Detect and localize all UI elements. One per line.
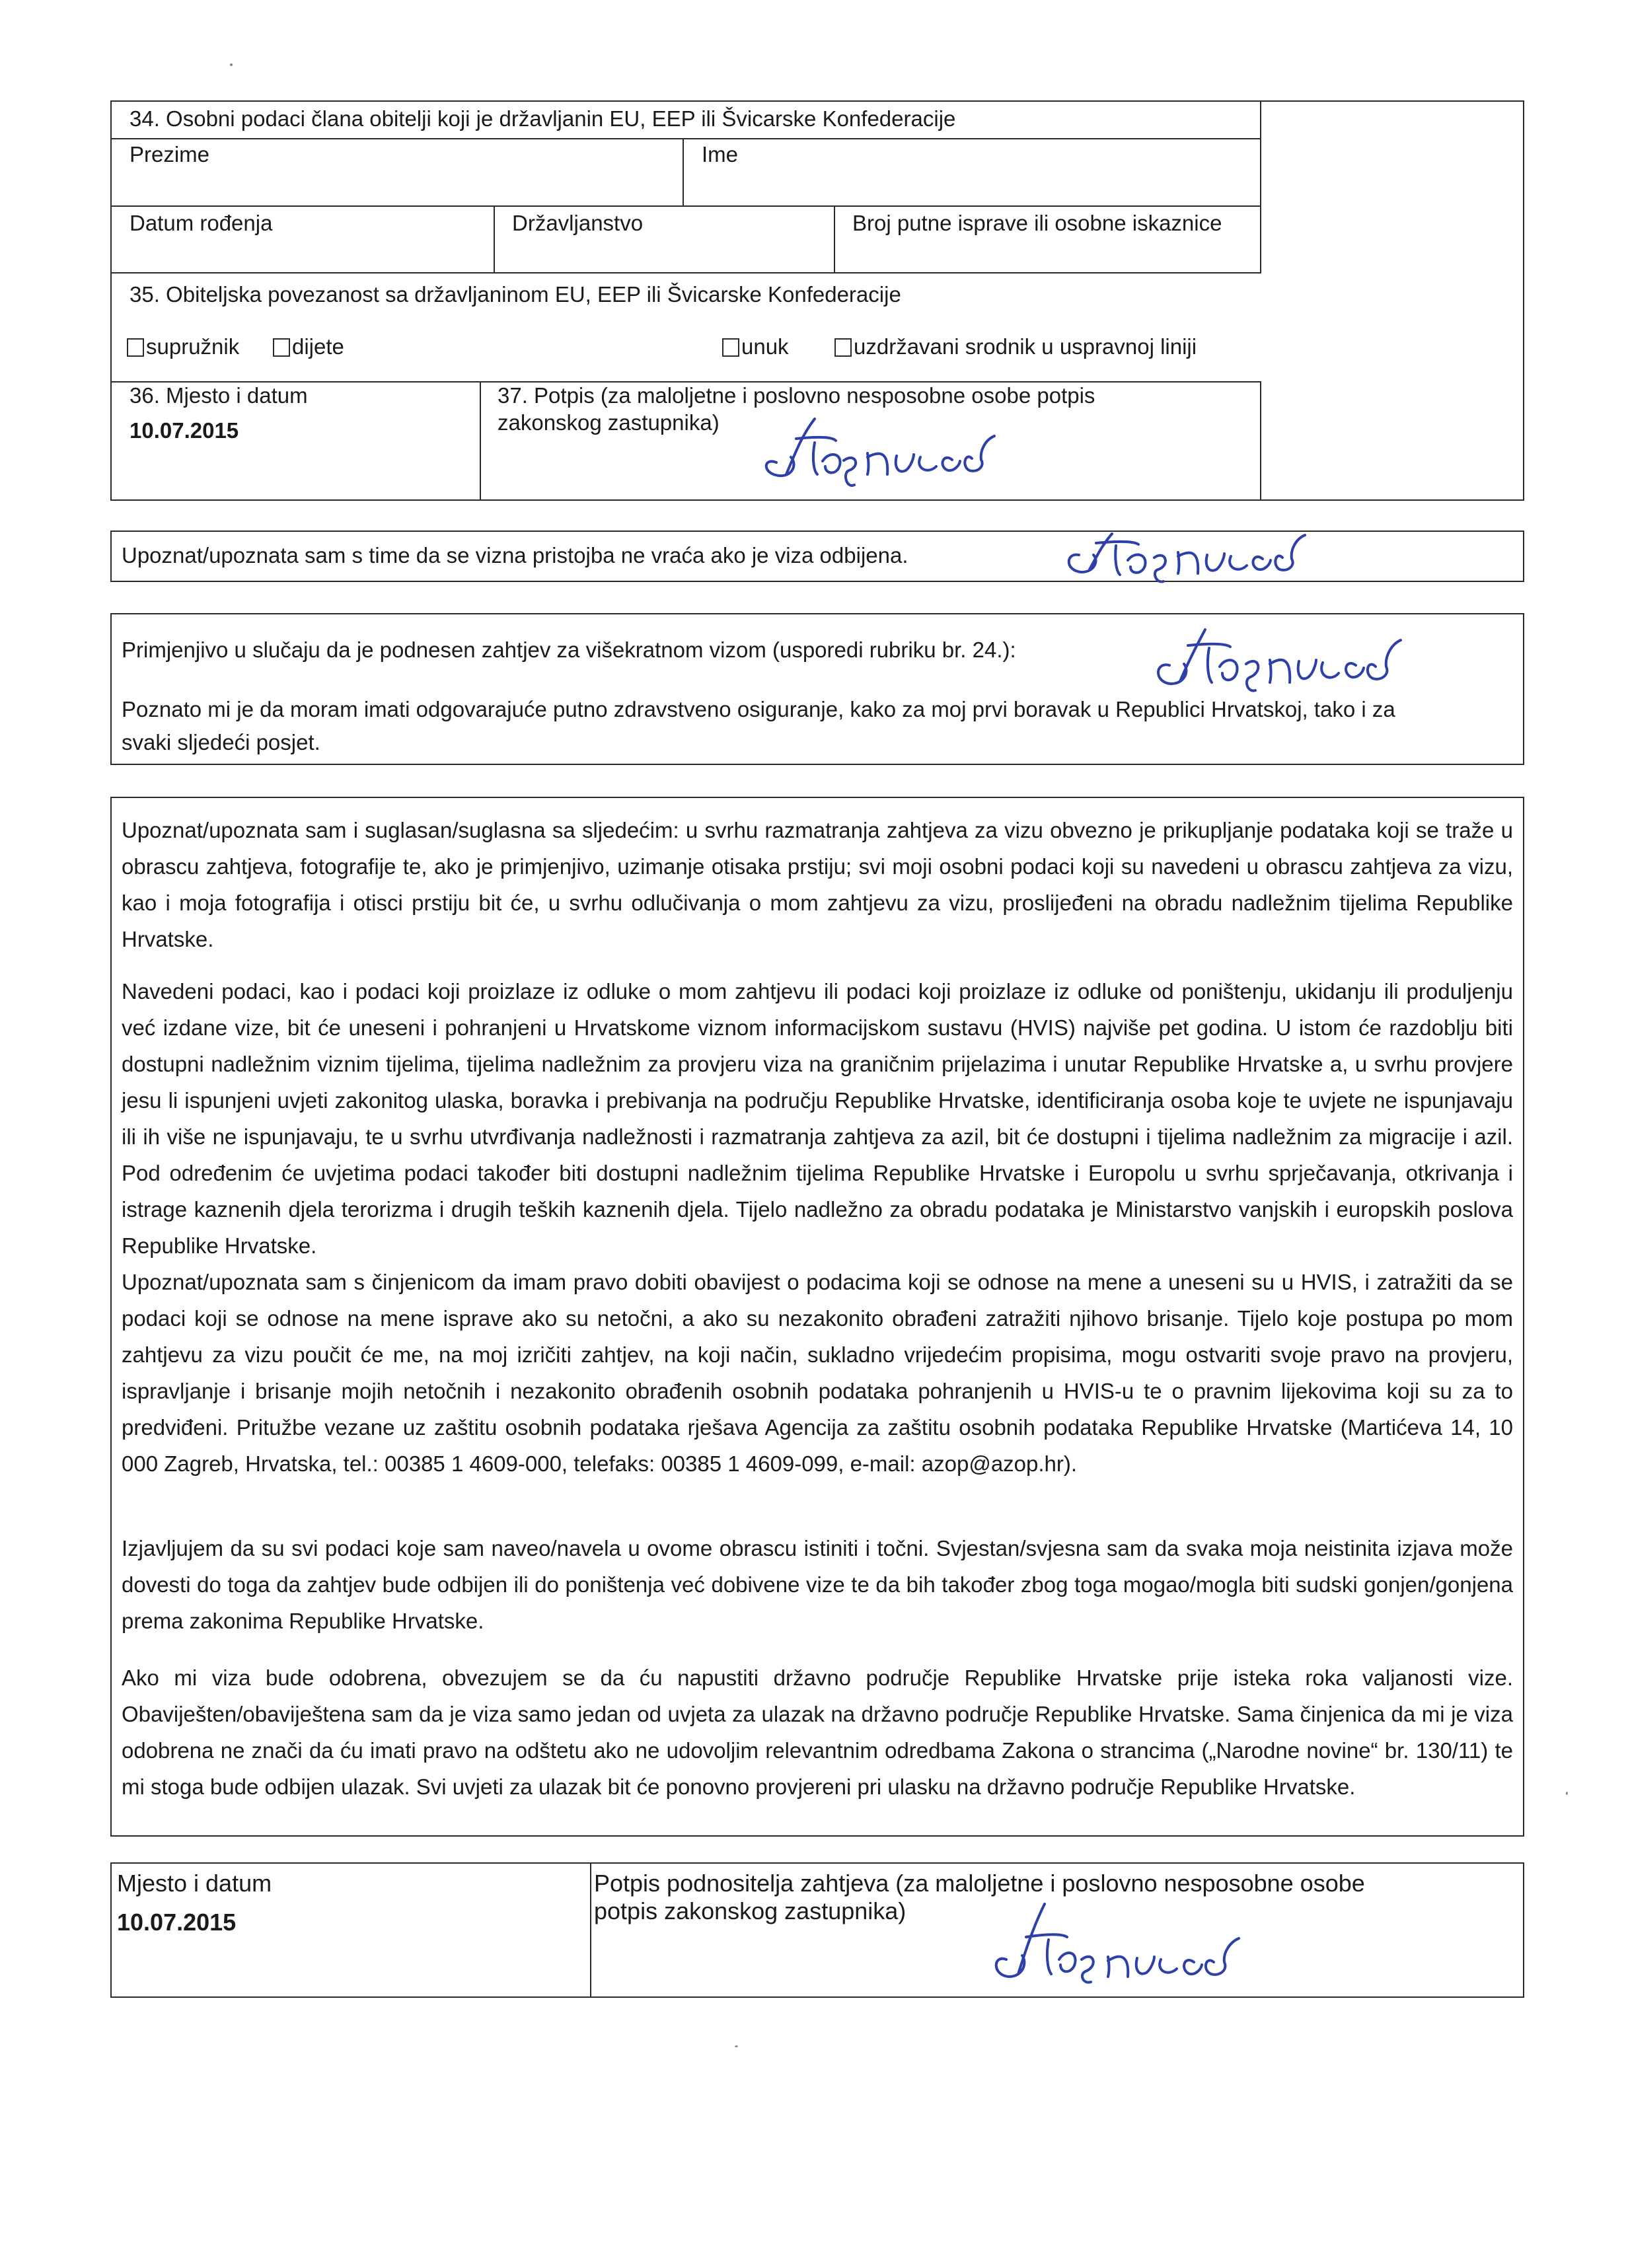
declaration-paragraph: Upoznat/upoznata sam i suglasan/suglasna sa sljedećim: u svrhu razmatranja zahtjeva za vizu obvezno je prikupljanje podataka koji se traže u obrascu zahtjeva, fotografije te, ako je primjenjivo, uzimanje otisaka prstiju; svi moji osobni podaci koji su navedeni u obrascu zahtjeva za vizu, kao i moja fotografija i otisci prstiju bit će, u svrhu odlučivanja o mom zahtjevu za vizu, proslijeđeni na obradu nadležnim tijelima Republike Hrvatske. [122,818,1513,951]
checkbox[interactable] [273,338,290,357]
signature-multi-visa [1150,623,1440,696]
option-spouse[interactable] [127,334,239,360]
multi-visa-line2: Poznato mi je da moram imati odgovarajuće putno zdravstveno osiguranje, kako za moj prvi boravak u Republici Hrvatskoj, tako i za [122,697,1395,721]
section-35-title: 35. Obiteljska povezanost sa državljaninom EU, EEP ili Švicarske Konfederacije [130,282,901,307]
section-36-date: 10.07.2015 [130,418,239,443]
row-divider [110,205,1261,207]
declaration-paragraph: Ako mi viza bude odobrena, obvezujem se da ću napustiti državno područje Republike Hrvatske prije isteka roka valjanosti vize. Obaviješten/obaviještena sam da je viza samo jedan od uvjeta za ulazak na državno područje Republike Hrvatske. Sama činjenica da mi je viza odobrena ne znači da ću imati pravo na odštetu ako ne udovoljim relevantnim odredbama Zakona o strancima („Narodne novine“ br. 130/11) te mi stoga bude odbijen ulazak. Svi uvjeti za ulazak bit će ponovno provjereni pri ulasku na državno područje Republike Hrvatske. [122,1665,1513,1799]
final-signature-label-line2: potpis zakonskog zastupnika) [594,1897,906,1924]
signature-final [988,1896,1272,1989]
col-divider [834,205,835,272]
signature-fee-notice [1060,529,1364,585]
option-label: dijete [292,334,344,359]
declaration-paragraph: Upoznat/upoznata sam s činjenicom da imam pravo dobiti obavijest o podacima koji se odnose na mene a uneseni su u HVIS, i zatražiti da se podaci koji se odnose na mene isprave ako su netočni, a ako su nezakonito obrađeni zatražiti njihovo brisanje. Tijelo koje postupa po mom zahtjevu za vizu poučit će me, na moj izričiti zahtjev, na koji način, sukladno vrijedećim propisima, mogu ostvariti svoje pravo na provjeru, ispravljanje i brisanje mojih netočnih i nezakonito obrađenih osobnih podataka pohranjenih u HVIS-u te o pravnim lijekovima koji su za to predviđeni. Pritužbe vezane uz zaštitu osobnih podataka rješava Agencija za zaštitu osobnih podataka Republike Hrvatske (Martićeva 14, 10 000 Zagreb, Hrvatska, tel.: 00385 1 4609-000, telefaks: 00385 1 4609-099, e-mail: azop@azop.hr). [122,1270,1513,1476]
scan-speck [1566,1792,1568,1795]
col-divider [1260,381,1261,501]
option-grandchild[interactable] [722,334,789,360]
option-child[interactable] [273,334,344,360]
col-divider [683,138,684,205]
col-divider [480,381,481,501]
checkbox[interactable] [722,338,739,357]
col-divider [494,205,495,272]
final-signature-label-line1: Potpis podnositelja zahtjeva (za maloljetne i poslovno nesposobne osobe [594,1870,1365,1897]
checkbox[interactable] [127,338,144,357]
final-date: 10.07.2015 [117,1909,237,1936]
option-label: supružnik [146,334,240,359]
fee-notice-text: Upoznat/upoznata sam s time da se vizna pristojba ne vraća ako je viza odbijena. [122,543,908,567]
row-divider [110,138,1261,139]
option-label: uzdržavani srodnik u uspravnoj liniji [854,334,1197,359]
section-34-title: 34. Osobni podaci člana obitelji koji je državljanin EU, EEP ili Švicarske Konfederacije [130,106,956,131]
section-36-label: 36. Mjesto i datum [130,383,308,408]
date-of-birth-label: Datum rođenja [130,211,273,235]
checkbox[interactable] [834,338,852,357]
option-label: unuk [741,334,789,359]
scan-speck [735,2045,738,2047]
surname-label: Prezime [130,142,210,166]
signature-section-37 [757,411,1041,490]
row-divider [110,272,1261,274]
photo-column-divider [1260,100,1261,272]
col-divider [590,1862,591,1998]
multi-visa-line1: Primjenjivo u slučaju da je podnesen zahtjev za višekratnom vizom (usporedi rubriku br. 24.): [122,638,1016,662]
name-label: Ime [702,142,739,166]
scan-speck [230,63,233,66]
multi-visa-line3: svaki sljedeći posjet. [122,730,320,754]
document-number-label: Broj putne isprave ili osobne iskaznice [852,211,1222,235]
declaration-paragraph: Izjavljujem da su svi podaci koje sam naveo/navela u ovome obrascu istiniti i točni. Svjestan/svjesna sam da svaka moja neistinita izjava može dovesti do toga da zahtjev bude odbijen ili do poništenja već dobivene vize te da bih također zbog toga mogao/mogla biti sudski gonjen/gonjena prema zakonima Republike Hrvatske. [122,1536,1513,1633]
declaration-paragraph: Navedeni podaci, kao i podaci koji proizlaze iz odluke o mom zahtjevu ili podaci koji proizlaze iz odluke od poništenju, ukidanju ili produljenju već izdane vize, bit će uneseni i pohranjeni u Hrvatskome viznom informacijskom sustavu (HVIS) najviše pet godina. U istom će razdoblju biti dostupni nadležnim viznim tijelima, tijelima nadležnim za provjeru viza na graničnim prijelazima i unutar Republike Hrvatske a, u svrhu provjere jesu li ispunjeni uvjeti zakonitog ulaska, boravka i prebivanja na području Republike Hrvatske, identificiranja osoba koje te uvjete ne ispunjavaju ili ih više ne ispunjavaju, te u svrhu utvrđivanja nadležnosti i razmatranja zahtjeva za azil, bit će dostupni i tijelima nadležnim za migracije i azil. Pod određenim će uvjetima podaci također biti dostupni nadležnim tijelima Republike Hrvatske i Europolu u svrhu sprječavanja, otkrivanja i istrage kaznenih djela terorizma i drugih teških kaznenih djela. Tijelo nadležno za obradu podataka je Ministarstvo vanjskih i europskih poslova Republike Hrvatske. [122,979,1513,1258]
citizenship-label: Državljanstvo [512,211,644,235]
section-37-label-line2: zakonskog zastupnika) [498,410,720,435]
option-dependent-relative[interactable] [834,334,1197,360]
section-37-label-line1: 37. Potpis (za maloljetne i poslovno nesposobne osobe potpis [498,383,1095,408]
final-place-date-label: Mjesto i datum [117,1870,272,1897]
